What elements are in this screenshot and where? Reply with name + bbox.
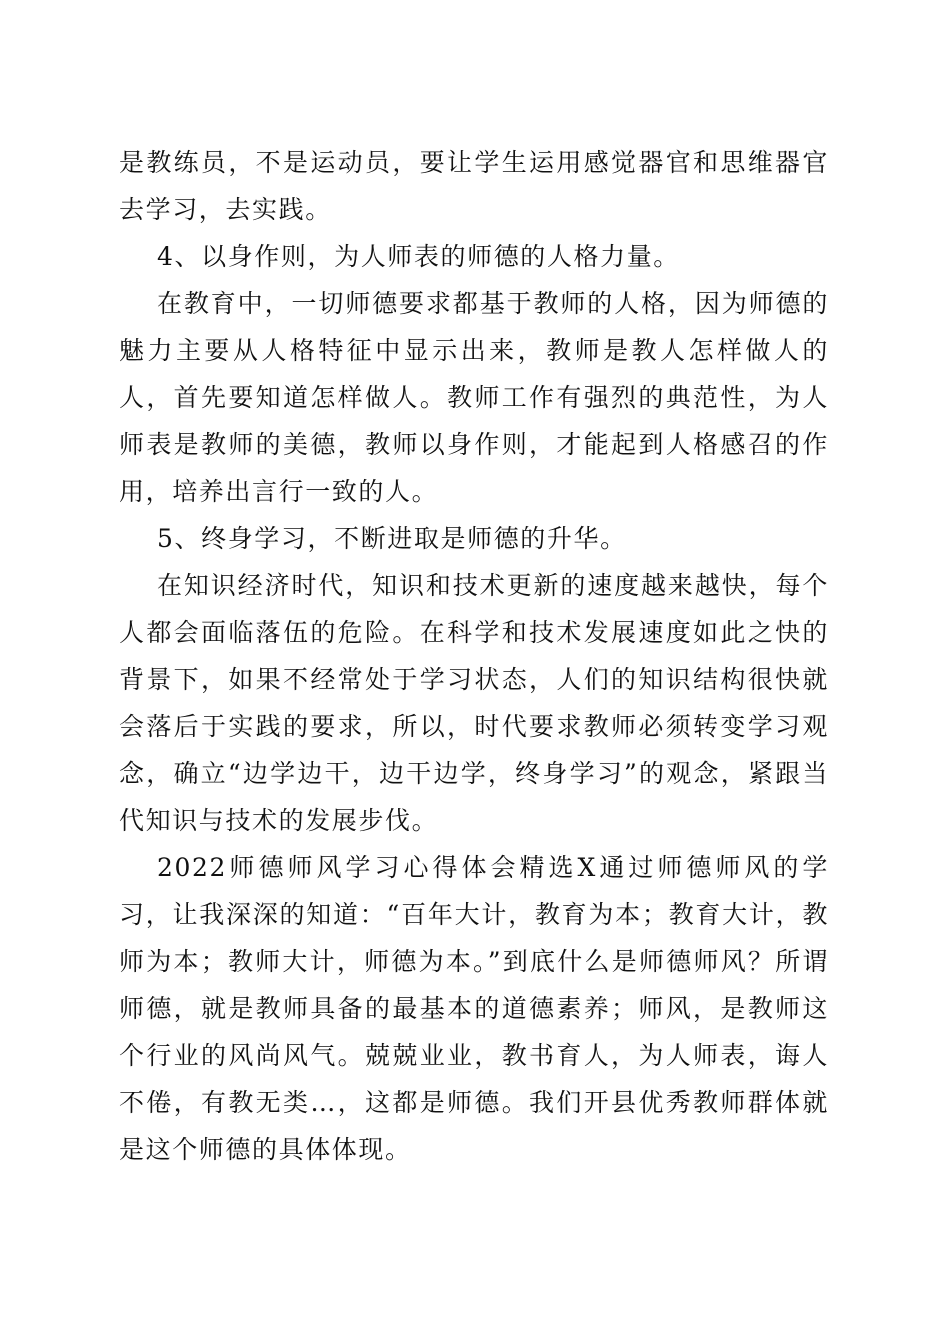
paragraph-lifelong-learning: 在知识经济时代，知识和技术更新的速度越来越快，每个人都会面临落伍的危险。在科学和技术发展速度如此之快的背景下，如果不经常处于学习状态，人们的知识结构很快就会落后于实践的要求，所以，时代要求教师必须转变学习观念，确立“边学边干，边干边学，终身学习”的观念，紧跟当代知识与技术的发展步伐。 bbox=[119, 571, 829, 835]
section-heading-5: 5、终身学习，不断进取是师德的升华。 bbox=[157, 524, 627, 553]
paragraph-teacher-ethics-2022: 2022师德师风学习心得体会精选X通过师德师风的学习，让我深深的知道：“百年大计，教育为本；教育大计，教师为本；教师大计，师德为本。”到底什么是师德师风？所谓师德，就是教师具备的最基本的道德素养；师风，是教师这个行业的风尚风气。兢兢业业，教书育人，为人师表，诲人不倦，有教无类…，这都是师德。我们开县优秀教师群体就是这个师德的具体体现。 bbox=[119, 853, 829, 1164]
section-heading-4: 4、以身作则，为人师表的师德的人格力量。 bbox=[157, 242, 680, 271]
paragraph-continuation: 是教练员，不是运动员，要让学生运用感觉器官和思维器官去学习，去实践。 bbox=[119, 148, 829, 224]
document-body bbox=[119, 139, 829, 1173]
paragraph-teacher-personality: 在教育中，一切师德要求都基于教师的人格，因为师德的魅力主要从人格特征中显示出来，教师是教人怎样做人的人，首先要知道怎样做人。教师工作有强烈的典范性，为人师表是教师的美德，教师以身作则，才能起到人格感召的作用，培养出言行一致的人。 bbox=[119, 289, 829, 506]
